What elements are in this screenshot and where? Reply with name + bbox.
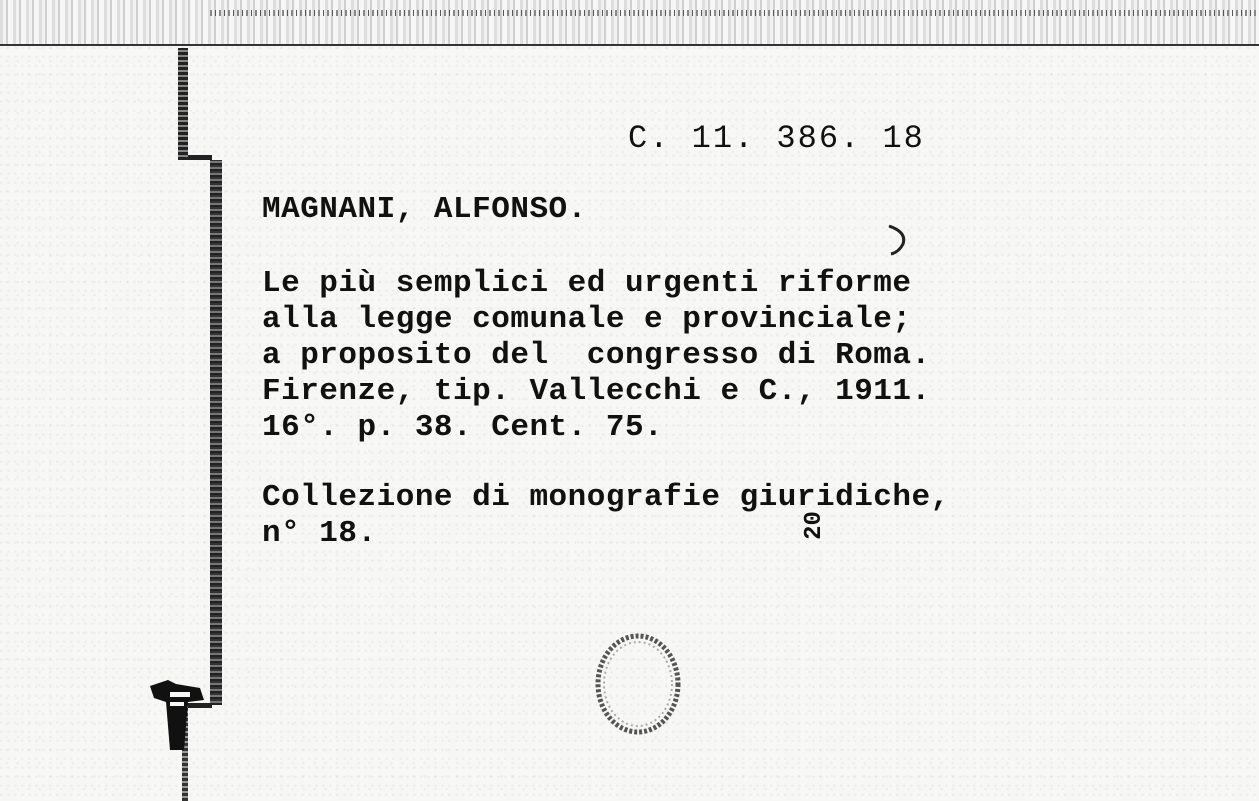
- binding-hook-top: [188, 155, 212, 160]
- title-line-1: Le più semplici ed urgenti riforme: [262, 266, 912, 301]
- author-heading: MAGNANI, ALFONSO.: [262, 192, 587, 227]
- binding-edge-lower: [210, 160, 222, 705]
- series-line-1: Collezione di monografie giuridiche,: [262, 480, 950, 515]
- margin-number: 20: [800, 511, 828, 540]
- top-edge-noise: [210, 10, 1259, 16]
- title-line-2: alla legge comunale e provinciale;: [262, 302, 912, 337]
- imprint-line: Firenze, tip. Vallecchi e C., 1911.: [262, 374, 931, 409]
- call-number: C. 11. 386. 18: [628, 120, 925, 157]
- collation-line: 16°. p. 38. Cent. 75.: [262, 410, 664, 445]
- pencil-mark: [885, 222, 913, 258]
- top-edge-strip: [0, 0, 1259, 46]
- binding-edge-upper: [178, 48, 188, 160]
- index-tab-mark: [148, 672, 208, 752]
- series-line-2: n° 18.: [262, 516, 377, 551]
- library-stamp: [592, 630, 684, 738]
- title-line-3: a proposito del congresso di Roma.: [262, 338, 931, 373]
